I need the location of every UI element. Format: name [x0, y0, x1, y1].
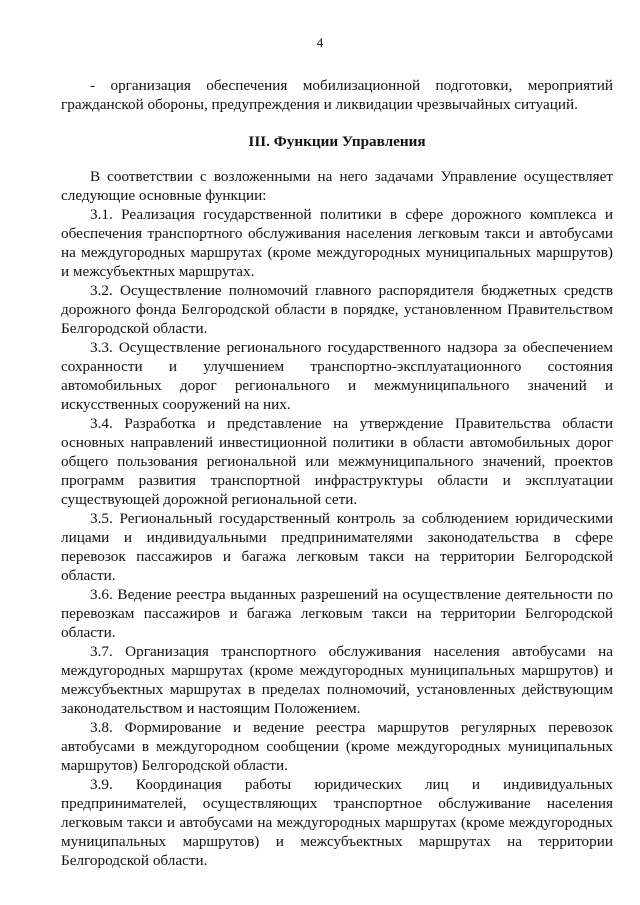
- function-item-3-1: 3.1. Реализация государственной политики в сфере дорожного комплекса и обеспечения транспортного обслуживания населения легковым такси и автобусами на междугородных маршрутах (кроме междугородных муниципальных маршрутов) и межсубъектных маршрутах.: [61, 206, 613, 280]
- function-item-3-8: 3.8. Формирование и ведение реестра маршрутов регулярных перевозок автобусами в междугородном сообщении (кроме междугородных муниципальных маршрутов) Белгородской области.: [61, 719, 613, 774]
- function-item-3-2: 3.2. Осуществление полномочий главного распорядителя бюджетных средств дорожного фонда Белгородской области в порядке, установленном Правительством Белгородской области.: [61, 282, 613, 337]
- function-item-3-5: 3.5. Региональный государственный контроль за соблюдением юридическими лицами и индивидуальными предпринимателями законодательства в сфере перевозок пассажиров и багажа легковым такси на территории Белгородской области.: [61, 510, 613, 584]
- section-heading: III. Функции Управления: [248, 133, 426, 150]
- lead-paragraph: В соответствии с возложенными на него задачами Управление осуществляет следующие основные функции:: [61, 168, 613, 204]
- function-item-3-4: 3.4. Разработка и представление на утверждение Правительства области основных направлений инвестиционной политики в области автомобильных дорог общего пользования региональной или межмуниципального значений, проектов программ развития транспортной инфраструктуры области и эксплуатации существующей дорожной региональной сети.: [61, 415, 613, 508]
- function-item-3-6: 3.6. Ведение реестра выданных разрешений на осуществление деятельности по перевозкам пассажиров и багажа легковым такси на территории Белгородской области.: [61, 586, 613, 641]
- function-item-3-9: 3.9. Координация работы юридических лиц и индивидуальных предпринимателей, осуществляющих транспортное обслуживание населения легковым такси и автобусами на междугородных маршрутах (кроме междугородных муниципальных маршрутов) и межсубъектных маршрутах на территории Белгородской области.: [61, 776, 613, 869]
- page-number: 4: [316, 35, 324, 50]
- intro-list-item: - организация обеспечения мобилизационной подготовки, мероприятий гражданской обороны, предупреждения и ликвидации чрезвычайных ситуаций.: [61, 77, 613, 113]
- function-item-3-3: 3.3. Осуществление регионального государственного надзора за обеспечением сохранности и улучшением транспортно-эксплуатационного состояния автомобильных дорог регионального и межмуниципального значений и искусственных сооружений на них.: [61, 339, 613, 413]
- document-body: [61, 76, 613, 870]
- function-item-3-7: 3.7. Организация транспортного обслуживания населения автобусами на междугородных маршрутах (кроме междугородных муниципальных маршрутов) и межсубъектных маршрутах в пределах полномочий, установленных действующим законодательством и настоящим Положением.: [61, 643, 613, 717]
